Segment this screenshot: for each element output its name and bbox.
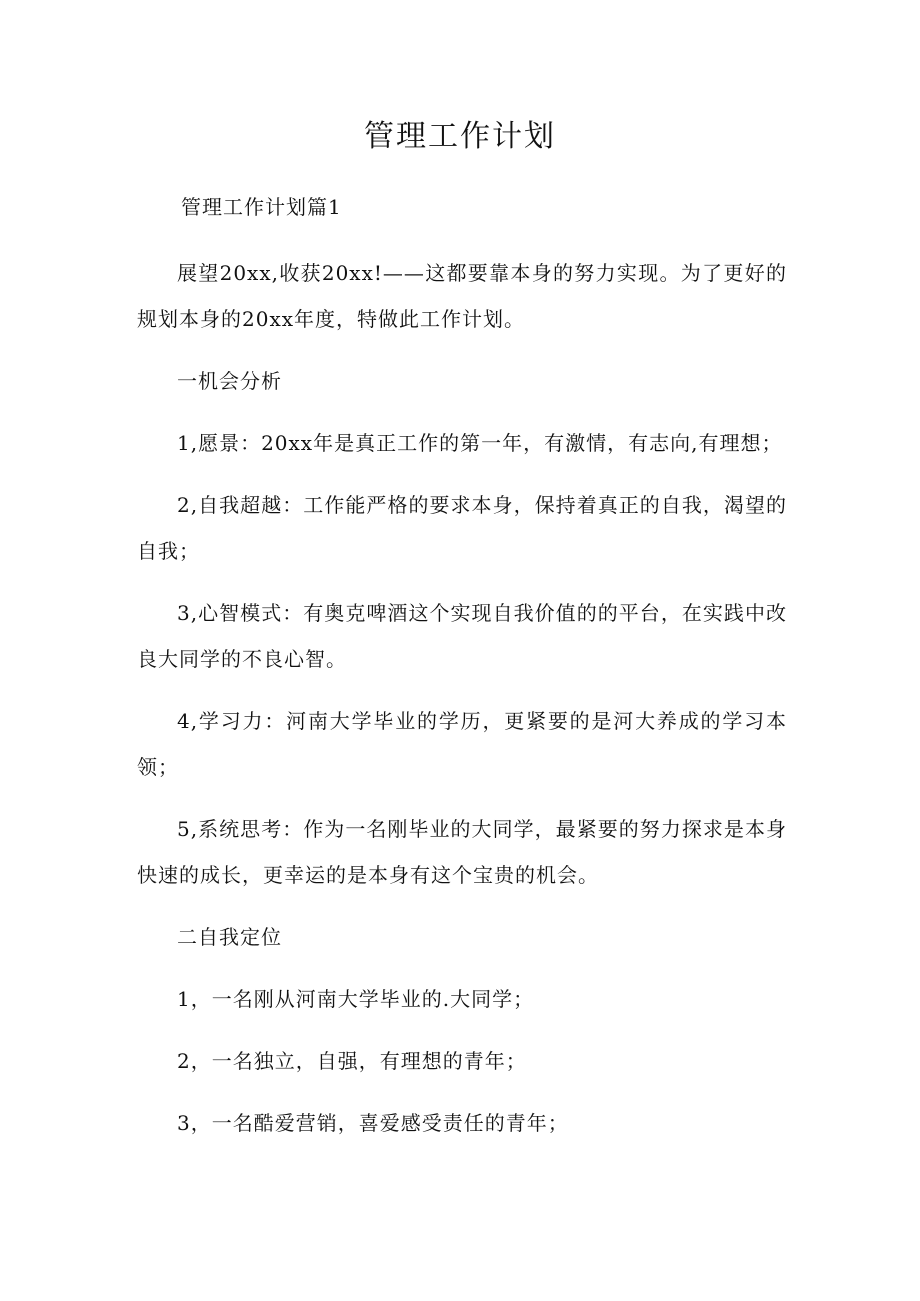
list-item: 3，一名酷爱营销，喜爱感受责任的青年； (177, 1111, 569, 1135)
list-item: 4,学习力：河南大学毕业的学历，更紧要的是河大养成的学习本领； (137, 709, 787, 779)
list-item: 2,自我超越：工作能严格的要求本身，保持着真正的自我，渴望的自我； (137, 493, 787, 563)
list-item: 3,心智模式：有奥克啤酒这个实现自我价值的的平台，在实践中改良大同学的不良心智。 (137, 601, 787, 671)
list-item: 2，一名独立，自强，有理想的青年； (177, 1049, 527, 1073)
list-item: 1，一名刚从河南大学毕业的.大同学； (177, 987, 535, 1011)
document-body (137, 190, 787, 1146)
list-item: 5,系统思考：作为一名刚毕业的大同学，最紧要的努力探求是本身快速的成长，更幸运的是本身有这个宝贵的机会。 (137, 817, 787, 887)
document-title: 管理工作计划 (364, 119, 556, 154)
section-heading-opportunity-analysis: 一机会分析 (177, 369, 282, 393)
intro-paragraph: 展望20xx,收获20xx!——这都要靠本身的努力实现。为了更好的规划本身的20xx年度，特做此工作计划。 (137, 261, 787, 331)
section-title: 管理工作计划篇1 (181, 195, 342, 219)
section-heading-self-positioning: 二自我定位 (177, 925, 282, 949)
list-item: 1,愿景：20xx年是真正工作的第一年，有激情，有志向,有理想； (177, 431, 783, 455)
